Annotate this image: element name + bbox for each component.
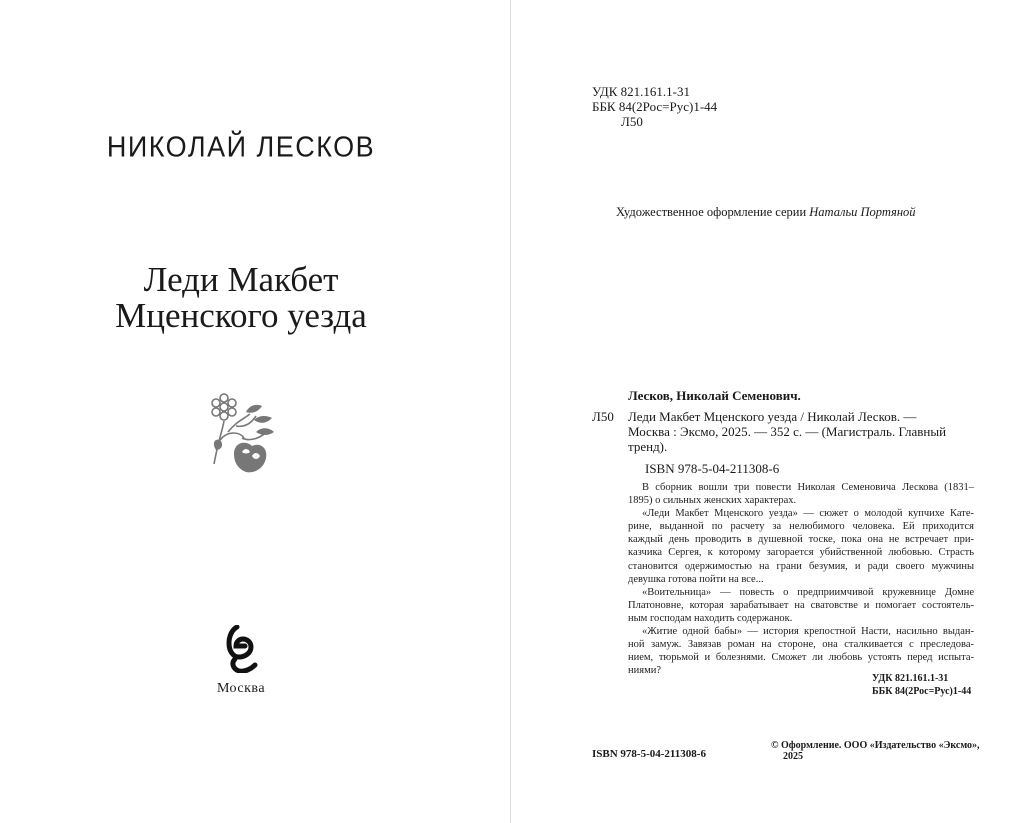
title-line-2: Мценского уезда <box>115 296 367 335</box>
annotation-line: девушка готова пойти на все... <box>628 573 764 585</box>
book-author: НИКОЛАЙ ЛЕСКОВ <box>106 131 376 163</box>
annotation-line: «Житие одной бабы» — история крепостной Насти, насильно выдан- <box>642 626 974 638</box>
bibliographic-code: Л50 <box>592 409 614 424</box>
floral-ornament-icon <box>206 392 278 478</box>
annotation-line: рине, выданной по расчету за нелюбимого человека. Ей приходится <box>628 521 974 533</box>
bbk-code-bottom: ББК 84(2Рос=Рус)1-44 <box>872 686 972 697</box>
bbk-code: ББК 84(2Рос=Рус)1-44 <box>592 99 718 114</box>
book-title <box>0 262 482 334</box>
annotation-line: «Леди Макбет Мценского уезда» — сюжет о молодой купчихе Катe- <box>642 508 974 520</box>
classification-block-bottom <box>872 672 971 698</box>
art-design-prefix: Художественное оформление серии <box>616 205 810 219</box>
bibliographic-author: Лесков, Николай Семенович. <box>628 388 801 403</box>
isbn-bottom: ISBN 978-5-04-211308-6 <box>592 748 706 760</box>
udk-code-bottom: УДК 821.161.1-31 <box>872 673 949 684</box>
classification-block <box>592 84 717 129</box>
bibliographic-description <box>628 409 973 454</box>
copyright-notice <box>771 740 980 762</box>
annotation-line: ниями? <box>628 665 661 677</box>
annotation <box>628 481 974 677</box>
udk-code: УДК 821.161.1-31 <box>592 84 691 99</box>
copyright-line-1: © Оформление. ООО «Издательство «Эксмо», <box>771 740 980 751</box>
copyright-year: 2025 <box>783 751 803 762</box>
annotation-line: 1895) о сильных женских характерах. <box>628 495 797 507</box>
publisher-city: Москва <box>216 681 266 696</box>
annotation-line: Платоновне, которая зарабатывает на сватовстве и помогает состоятель- <box>628 599 974 611</box>
biblio-line: тренд). <box>628 439 668 454</box>
annotation-line: ной замуж. Завязав роман на стороне, она сталкивается с преследова- <box>628 639 974 651</box>
annotation-line: В сборник вошли три повести Николая Семеновича Лескова (1831– <box>642 482 974 493</box>
biblio-line: Леди Макбет Мценского уезда / Николай Лесков. — <box>628 409 917 424</box>
author-code: Л50 <box>621 114 643 129</box>
annotation-line: становится одержимостью на грани безумия, и ради своего мужчины <box>628 560 974 572</box>
annotation-line: «Воительница» — повесть о предприимчивой кружевнице Домне <box>642 586 974 598</box>
title-line-1: Леди Макбет <box>143 260 339 299</box>
annotation-line: каждый день проводить в душевной тоске, пока она не встречает при- <box>628 534 974 546</box>
art-designer-name: Натальи Портяной <box>809 205 916 219</box>
isbn: ISBN 978-5-04-211308-6 <box>645 461 780 476</box>
left-page <box>0 0 510 823</box>
art-design-credit <box>616 205 916 220</box>
biblio-line: Москва : Эксмо, 2025. — 352 с. — (Магистраль. Главный <box>628 424 947 439</box>
annotation-line: ным господам находить содержанок. <box>628 612 793 624</box>
annotation-line: нием, тюрьмой и болезнями. Сможет ли любовь устоять перед испыта- <box>628 652 974 664</box>
annotation-line: казчика Сергея, к которому загорается убийственной любовью. Страсть <box>628 547 974 559</box>
eksmo-logo-icon <box>225 625 259 673</box>
